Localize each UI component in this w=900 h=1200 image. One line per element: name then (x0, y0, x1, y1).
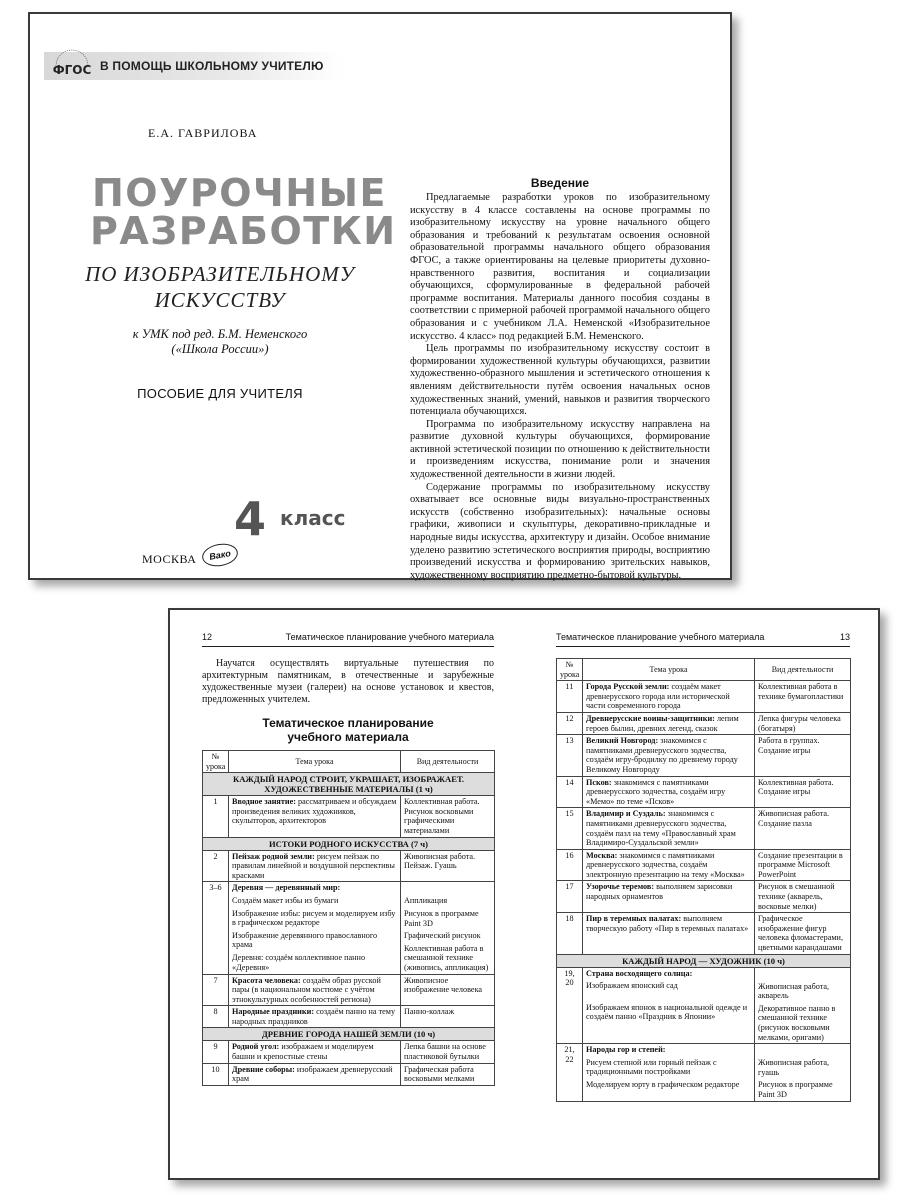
table-header-row (557, 659, 851, 681)
intro-paragraph: Предлагаемые разработки уроков по изобразительному искусству в 4 классе составлены на основе программы по изобразительному искусству на уровне начального общего образования и требований к результатам освоения основной образовательной программы начального общего образования ФГОС, а также ориентированы на целевые приоритеты духовно-нравственного развития, воспитания и социализации обучающихся, сформулированные в федеральной рабочей программе воспитания. Материалы данного пособия созданы в соответствии с примерной рабочей программой начального общего образования и с учебником Л.А. Неменской «Изобразительное искусство. 4 класс» под редакцией Б.М. Неменского. (410, 192, 710, 342)
topic-title: Псков: (586, 777, 612, 787)
lesson-num: 15 (557, 808, 583, 849)
lesson-num: 18 (557, 913, 583, 954)
table-row (557, 849, 851, 881)
lesson-topic (583, 712, 755, 734)
topic-text: знакомимся с памятниками древнерусского зодчества, создаём игру «Мемо» по теме «Псков» (586, 777, 726, 806)
cover-spread (28, 12, 732, 580)
lesson-activity: Создание презентации в программе Microsoft PowerPoint (755, 849, 851, 881)
topic-title: Владимир и Суздаль: (586, 809, 666, 819)
page-number-left: 12 (202, 632, 213, 642)
lesson-activity: Лепка башни на основе пластиковой бутылки (401, 1041, 495, 1063)
subtopic: Моделируем юрту в графическом редакторе (586, 1079, 740, 1089)
lesson-num: 10 (203, 1063, 229, 1085)
publisher-logo: Вако (200, 541, 239, 569)
subtopic: Создаём макет избы из бумаги (232, 895, 339, 905)
lesson-activity: Рисунок в смешанной технике (акварель, восковые мелки) (755, 881, 851, 913)
lesson-num: 13 (557, 735, 583, 776)
umk-line-1: к УМК под ред. Б.М. Неменского (132, 327, 308, 341)
activity-item: Живописная работа, акварель (758, 981, 830, 1001)
topic-title: Деревня — деревянный мир: (232, 883, 341, 893)
table-row (203, 1041, 495, 1063)
table-row (557, 735, 851, 776)
lesson-topic (583, 1044, 755, 1101)
plan-table-left (202, 750, 495, 1086)
subtopic: Изображение деревянного православного храма (232, 930, 378, 950)
activity-item: Коллективная работа в смешанной технике (живопись, аппликация) (404, 943, 489, 972)
table-row (557, 913, 851, 954)
lesson-topic (229, 1006, 401, 1028)
lesson-num: 2 (203, 850, 229, 882)
table-row (557, 681, 851, 713)
lesson-topic (583, 881, 755, 913)
grade-number: 4 (234, 492, 267, 546)
city: МОСКВА (142, 552, 197, 566)
lesson-activity: Лепка фигуры человека (богатыря) (755, 712, 851, 734)
table-row (557, 808, 851, 849)
lesson-topic (229, 974, 401, 1006)
lesson-topic (229, 850, 401, 882)
audience-label: ПОСОБИЕ ДЛЯ УЧИТЕЛЯ (137, 386, 303, 401)
running-head-right: Тематическое планирование учебного материала (556, 632, 765, 642)
lesson-topic (583, 735, 755, 776)
title-line-1: ПОУРОЧНЫЕ (92, 171, 387, 215)
activity-item: Рисунок в программе Paint 3D (404, 908, 479, 928)
lesson-activity: Коллективная работа. Рисунок восковыми графическими материалами (401, 796, 495, 837)
lesson-num: 17 (557, 881, 583, 913)
topic-title: Узорочье теремов: (586, 882, 655, 892)
subtopic: Рисуем степной или горный пейзаж с традиционными постройками (586, 1057, 717, 1077)
header-num: № урока (203, 751, 229, 773)
page12-intro: Научатся осуществлять виртуальные путешествия по архитектурным памятникам, в отечественные и зарубежные художественные музеи (галереи) на основе установок и квестов, предложенных учителем. (202, 658, 494, 705)
intro-text (410, 192, 710, 582)
table-row (557, 967, 851, 1044)
lesson-topic (583, 776, 755, 808)
header-rule-left (202, 646, 494, 647)
fgos-logo-text: ФГОС (52, 63, 92, 77)
lesson-num: 16 (557, 849, 583, 881)
table-row (203, 1063, 495, 1085)
subtitle-line-2: ИСКУССТВУ (154, 288, 286, 312)
lesson-topic (229, 1063, 401, 1085)
lesson-topic (583, 808, 755, 849)
lesson-activity: Работа в группах. Создание игры (755, 735, 851, 776)
subtopic: Изображаем японский сад (586, 981, 678, 991)
topic-text: изображаем древнерусский храм (232, 1064, 393, 1084)
topic-text: создаём образ русской пары (в национальном костюме с учётом этнокультурных особенностей региона) (232, 975, 381, 1004)
topic-text: рассматриваем и обсуждаем произведения великих художников, скульпторов, архитекторов (232, 797, 397, 826)
lesson-activity: Живописное изображение человека (401, 974, 495, 1006)
series-name: В ПОМОЩЬ ШКОЛЬНОМУ УЧИТЕЛЮ (100, 59, 324, 73)
lesson-activity (755, 967, 851, 1044)
topic-title: Города Русской земли: (586, 682, 670, 692)
table-row (203, 850, 495, 882)
lesson-num: 21, 22 (557, 1044, 583, 1101)
table-row (557, 881, 851, 913)
lesson-num: 1 (203, 796, 229, 837)
lesson-topic (229, 1041, 401, 1063)
section-row (203, 837, 495, 850)
header-topic: Тема урока (229, 751, 401, 773)
lesson-topic (583, 967, 755, 1044)
topic-title: Красота человека: (232, 975, 301, 985)
subtitle-line-1: ПО ИЗОБРАЗИТЕЛЬНОМУ (85, 262, 355, 286)
topic-text: лепим героев былин, древних легенд, сказок (586, 713, 739, 733)
topic-title: Древнерусские воины-защитники: (586, 713, 715, 723)
topic-title: Народы гор и степей: (586, 1045, 666, 1055)
pages-spread (168, 608, 880, 1180)
topic-title: Древние соборы: (232, 1064, 295, 1074)
table-header-row (203, 751, 495, 773)
table-row (203, 1006, 495, 1028)
header-activity: Вид деятельности (401, 751, 495, 773)
activity-item: Рисунок в программе Paint 3D (758, 1080, 833, 1099)
lesson-num: 8 (203, 1006, 229, 1028)
lesson-num: 7 (203, 974, 229, 1006)
umk-line-2: («Школа России») (171, 342, 269, 356)
table-row (557, 776, 851, 808)
table-row (557, 712, 851, 734)
running-head-left: Тематическое планирование учебного материала (285, 632, 494, 642)
section-row (557, 954, 851, 967)
subtopic: Изображение избы: рисуем и моделируем избу в графическом редакторе (232, 908, 396, 928)
lesson-num: 14 (557, 776, 583, 808)
topic-text: выполняем зарисовки народных орнаментов (586, 882, 733, 902)
subtopic: Изображаем японок в национальной одежде и создаём панно «Праздник в Японии» (586, 1002, 748, 1022)
activity-item: Живописная работа, гуашь (758, 1058, 830, 1077)
header-rule-right (556, 646, 850, 647)
section-title: КАЖДЫЙ НАРОД СТРОИТ, УКРАШАЕТ, ИЗОБРАЖАЕТ. ХУДОЖЕСТВЕННЫЕ МАТЕРИАЛЫ (1 ч) (203, 773, 495, 796)
lesson-activity: Графическая работа восковыми мелками (401, 1063, 495, 1085)
header-topic: Тема урока (583, 659, 755, 681)
activity-item: Графический рисунок (404, 931, 481, 941)
plan-title-line-1: Тематическое планирование (262, 716, 434, 730)
table-row (557, 1044, 851, 1101)
lesson-topic (229, 796, 401, 837)
topic-text: создаём макет древнерусского города или исторической части современного города (586, 682, 730, 711)
section-title: КАЖДЫЙ НАРОД — ХУДОЖНИК (10 ч) (557, 954, 851, 967)
lesson-num: 12 (557, 712, 583, 734)
topic-title: Вводное занятие: (232, 797, 296, 807)
topic-title: Народные праздники: (232, 1007, 315, 1017)
grade-word: класс (280, 506, 346, 530)
section-row (203, 773, 495, 796)
header-activity: Вид деятельности (755, 659, 851, 681)
page-number-right: 13 (839, 632, 850, 642)
topic-title: Москва: (586, 850, 618, 860)
fgos-logo-icon (50, 44, 94, 84)
section-row (203, 1028, 495, 1041)
lesson-activity (401, 882, 495, 974)
topic-title: Пейзаж родной земли: (232, 851, 315, 861)
topic-text: изображаем и моделируем башни и крепостные стены (232, 1042, 374, 1062)
section-title: ИСТОКИ РОДНОГО ИСКУССТВА (7 ч) (203, 837, 495, 850)
topic-text: знакомимся с памятниками древнерусского зодчества, создаём электронную презентацию на тему «Москва» (586, 850, 745, 879)
lesson-num: 11 (557, 681, 583, 713)
activity-item: Декоративное панно в смешанной технике (рисунок восковыми мелками, оригами) (758, 1003, 836, 1042)
subtopic: Деревня: создаём коллективное панно «Деревня» (232, 952, 366, 972)
lesson-topic (583, 913, 755, 954)
lesson-activity: Графическое изображение фигур человека фломастерами, цветными карандашами (755, 913, 851, 954)
topic-text: знакомимся с памятниками древнерусского зодчества, создаём пазл на тему «Православный храм Владимиро-Суздальской земли» (586, 809, 736, 848)
lesson-num: 19, 20 (557, 967, 583, 1044)
lesson-activity: Коллективная работа в технике бумагопластики (755, 681, 851, 713)
lesson-activity: Живописная работа. Пейзаж. Гуашь (401, 850, 495, 882)
intro-heading: Введение (530, 176, 590, 190)
intro-paragraph: Цель программы по изобразительному искусству состоит в формировании художественной культуры обучающихся, развитии художественно-образного мышления и эстетического отношения к явлениям действительности путём освоения начальных основ художественных знаний, умений, навыков и развития творческого потенциала обучающихся. (410, 343, 710, 418)
topic-text: знакомимся с памятниками древнерусского зодчества, создаём игру-бродилку по древнему городу Великому Новгороду (586, 736, 738, 774)
topic-title: Пир в теремных палатах: (586, 914, 682, 924)
title-line-2: РАЗРАБОТКИ (90, 209, 397, 253)
author: Е.А. ГАВРИЛОВА (148, 126, 258, 140)
lesson-activity: Живописная работа. Создание пазла (755, 808, 851, 849)
activity-item: Аппликация (404, 896, 448, 906)
topic-title: Страна восходящего солнца: (586, 968, 693, 978)
lesson-num: 3–6 (203, 882, 229, 974)
topic-title: Родной угол: (232, 1042, 280, 1052)
topic-title: Великий Новгород: (586, 736, 659, 746)
umk-note (70, 327, 370, 357)
lesson-activity: Панно-коллаж (401, 1006, 495, 1028)
lesson-num: 9 (203, 1041, 229, 1063)
table-row (203, 974, 495, 1006)
topic-text: создаём панно на тему народных праздников (232, 1007, 396, 1026)
plan-title-line-2: учебного материала (287, 730, 409, 744)
header-num: № урока (557, 659, 583, 681)
intro-paragraph: Содержание программы по изобразительному искусству охватывает все основные виды визуально-пространственных искусств (собственно изобразительных): начальные основы графики, живописи и скульптуры, декоративно-прикладные и народные виды искусства, архитектуру и дизайн. Особое внимание уделено развитию эстетического восприятия природы, восприятию произведений искусства и формированию зрительских навыков, художественному восприятию предметно-бытовой культуры. (410, 481, 710, 581)
topic-text: выполняем творческую работу «Пир в теремных палатах» (586, 914, 749, 933)
lesson-activity (755, 1044, 851, 1101)
table-row (203, 796, 495, 837)
plan-title (202, 716, 494, 744)
lesson-activity: Коллективная работа. Создание игры (755, 776, 851, 808)
section-title: ДРЕВНИЕ ГОРОДА НАШЕЙ ЗЕМЛИ (10 ч) (203, 1028, 495, 1041)
plan-table-right (556, 658, 851, 1102)
lesson-topic (583, 849, 755, 881)
table-row (203, 882, 495, 974)
intro-paragraph: Программа по изобразительному искусству направлена на развитие духовной культуры обучающихся, формирование активной эстетической позиции по отношению к действительности и произведениям искусства, понимание роли и значения художественной деятельности в жизни людей. (410, 418, 710, 481)
lesson-topic (583, 681, 755, 713)
lesson-topic (229, 882, 401, 974)
topic-text: рисуем пейзаж по правилам линейной и воздушной перспективы красками (232, 851, 395, 880)
